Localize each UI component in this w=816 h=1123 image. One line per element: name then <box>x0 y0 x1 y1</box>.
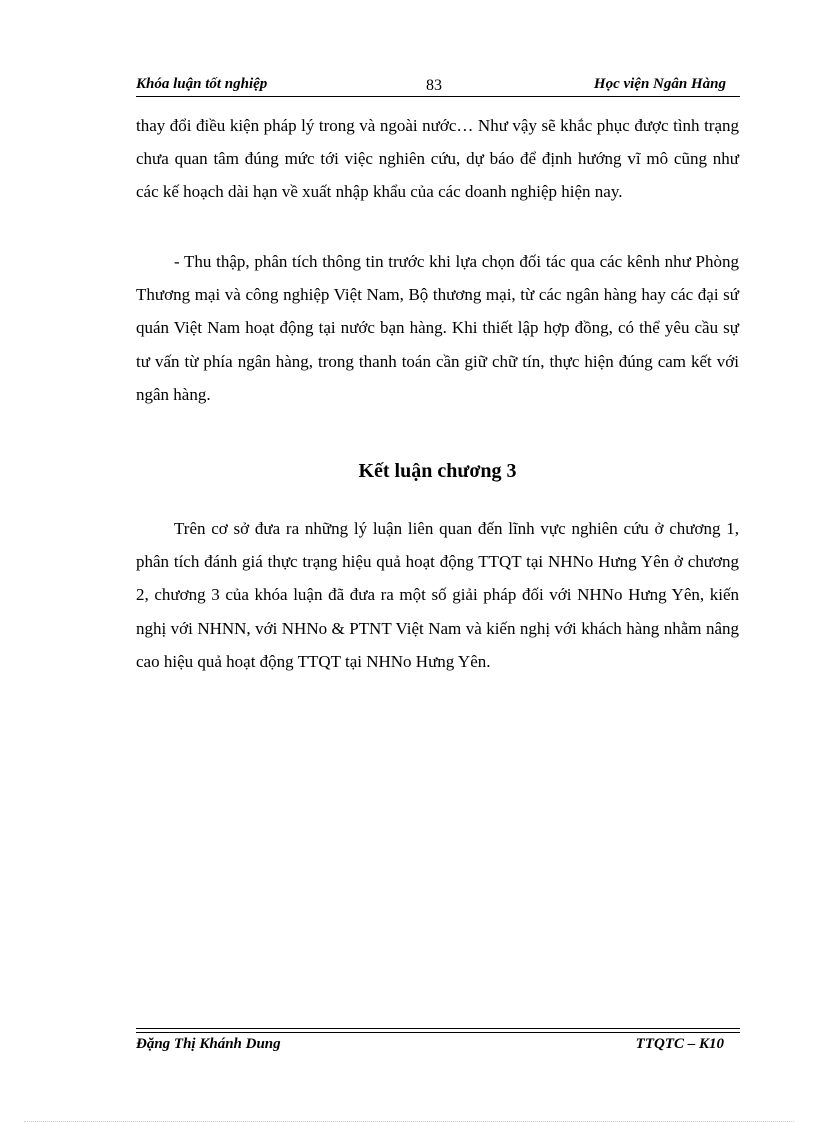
page-bottom-edge <box>24 1121 794 1122</box>
footer-author: Đặng Thị Khánh Dung <box>136 1036 281 1052</box>
header-divider <box>136 96 740 97</box>
header-thesis-label: Khóa luận tốt nghiệp <box>136 76 268 92</box>
page-header <box>136 76 740 97</box>
body-paragraph-conclusion: Trên cơ sở đưa ra những lý luận liên quan đến lĩnh vực nghiên cứu ở chương 1, phân tích đánh giá thực trạng hiệu quả hoạt động TTQT tại NHNo Hưng Yên ở chương 2, chương 3 của khóa luận đã đưa ra một số giải pháp đối với NHNo Hưng Yên, kiến nghị với NHNN, với NHNo & PTNT Việt Nam và kiến nghị với khách hàng nhằm nâng cao hiệu quả hoạt động TTQT tại NHNo Hưng Yên. <box>136 519 739 671</box>
footer-class-code: TTQTC – K10 <box>635 1036 724 1052</box>
body-paragraph-continuation: thay đổi điều kiện pháp lý trong và ngoài nước… Như vậy sẽ khắc phục được tình trạng chưa quan tâm đúng mức tới việc nghiên cứu, dự báo để định hướng vĩ mô cũng như các kế hoạch dài hạn về xuất nhập khẩu của các doanh nghiệp hiện nay. <box>136 116 739 202</box>
footer-divider-bottom <box>136 1032 740 1033</box>
footer-divider-top <box>136 1028 740 1029</box>
body-paragraph-bullet: - Thu thập, phân tích thông tin trước khi lựa chọn đối tác qua các kênh như Phòng Thương mại và công nghiệp Việt Nam, Bộ thương mại, từ các ngân hàng hay các đại sứ quán Việt Nam hoạt động tại nước bạn hàng. Khi thiết lập hợp đồng, có thể yêu cầu sự tư vấn từ phía ngân hàng, trong thanh toán cần giữ chữ tín, thực hiện đúng cam kết với ngân hàng. <box>136 252 739 404</box>
page-number: 83 <box>426 77 442 94</box>
header-institution: Học viện Ngân Hàng <box>593 76 726 92</box>
section-heading: Kết luận chương 3 <box>358 460 517 482</box>
